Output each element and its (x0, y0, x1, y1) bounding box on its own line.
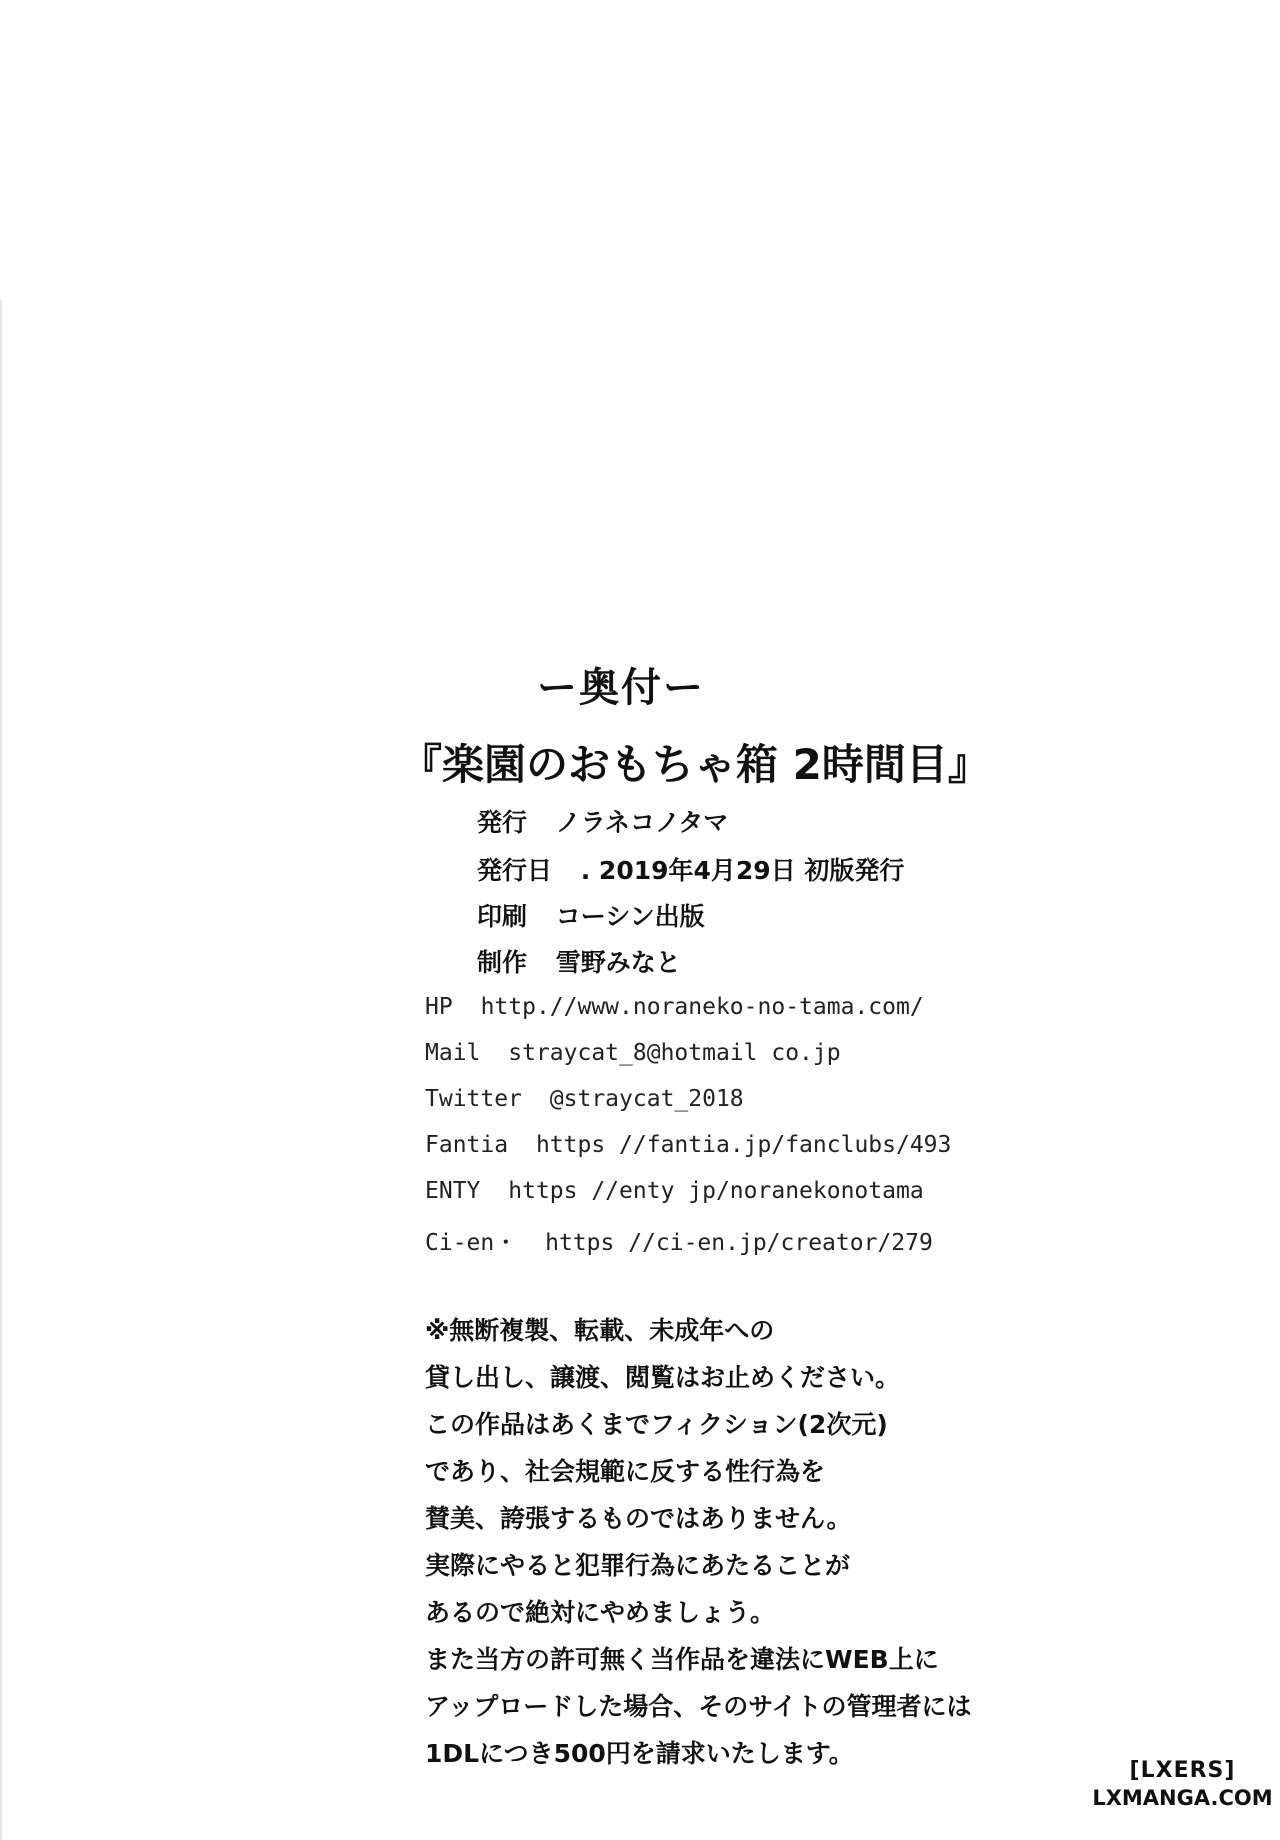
notice-line: 貸し出し、譲渡、閲覧はお止めください。 (425, 1363, 901, 1392)
meta-printer (477, 897, 705, 933)
link-value: @straycat_2018 (549, 1086, 744, 1112)
notice-line: ※無断複製、転載、未成年への (425, 1316, 775, 1345)
link-value: https //enty jp/noranekonotama (508, 1178, 924, 1204)
meta-label: 印刷 (477, 902, 528, 931)
link-value: https //ci-en.jp/creator/279 (545, 1230, 933, 1256)
meta-publisher (477, 803, 728, 839)
meta-label: 発行 (477, 808, 528, 837)
notice-line: 1DLにつき500円を請求いたします。 (425, 1739, 854, 1768)
link-label: Ci-en・ (425, 1230, 518, 1256)
meta-label: 発行日 (477, 856, 553, 885)
book-title: 『楽園のおもちゃ箱 2時間目』 (400, 740, 990, 789)
meta-publish-date (477, 851, 904, 887)
notice-line: であり、社会規範に反する性行為を (425, 1457, 826, 1486)
meta-label: 制作 (477, 948, 528, 977)
notice-line: また当方の許可無く当作品を違法にWEB上に (425, 1645, 939, 1674)
notice-line: この作品はあくまでフィクション(2次元) (425, 1410, 888, 1439)
link-enty (425, 1178, 924, 1204)
notice-line: 実際にやると犯罪行為にあたることが (425, 1551, 851, 1580)
link-twitter (425, 1086, 744, 1112)
link-homepage (425, 994, 924, 1020)
watermark-site: LXMANGA.COM (1092, 1786, 1273, 1810)
watermark (1090, 1758, 1275, 1812)
meta-value: コーシン出版 (555, 902, 705, 931)
link-value: http.//www.noraneko-no-tama.com/ (480, 994, 924, 1020)
link-label: Mail (425, 1040, 481, 1066)
colophon-heading: ー奥付ー (537, 665, 705, 711)
link-label: Fantia (425, 1132, 509, 1158)
link-value: straycat_8@hotmail co.jp (508, 1040, 841, 1066)
link-value: https //fantia.jp/fanclubs/493 (535, 1132, 952, 1158)
notice-line: 賛美、誇張するものではありません。 (425, 1504, 852, 1533)
meta-value: ノラネコノタマ (555, 808, 729, 837)
link-label: HP (425, 994, 453, 1020)
meta-value: 雪野みなと (555, 948, 681, 977)
link-label: ENTY (425, 1178, 481, 1204)
link-mail (425, 1040, 841, 1066)
notice-line: アップロードした場合、そのサイトの管理者には (425, 1692, 972, 1721)
watermark-group-name: [LXERS] (1129, 1758, 1236, 1783)
link-label: Twitter (425, 1086, 522, 1112)
notice-line: あるので絶対にやめましょう。 (425, 1598, 776, 1627)
meta-production (477, 943, 681, 979)
link-fantia (425, 1132, 951, 1158)
link-ci-en (425, 1224, 933, 1257)
meta-value: . 2019年4月29日 初版発行 (580, 856, 905, 885)
copyright-notice (425, 1307, 1085, 1777)
